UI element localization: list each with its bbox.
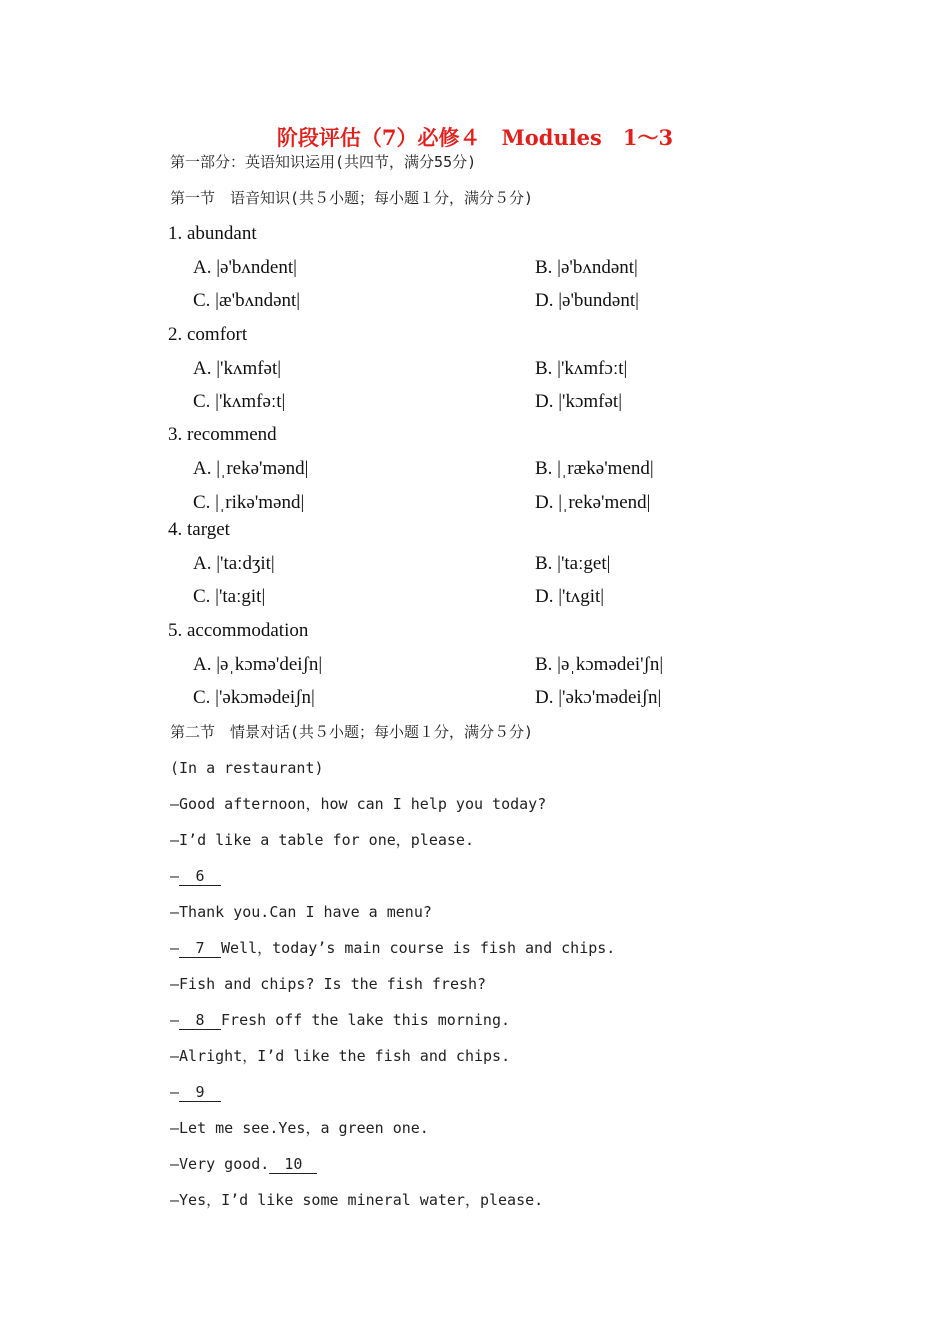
dialog-text: Well，today’s main course is fish and chips. [221, 939, 616, 957]
question-5-option-b: B. |əˌkɔmədei'ʃn| [535, 654, 664, 675]
dialog-line: —Good afternoon，how can I help you today? [170, 795, 547, 813]
section1-heading: 第一节 语音知识(共５小题；每小题１分，满分５分) [170, 189, 534, 207]
question-5-option-a: A. |əˌkɔmə'deiʃn| [193, 654, 323, 675]
blank-6: 6 [179, 867, 221, 886]
question-3-option-a: A. |ˌrekə'mənd| [193, 458, 309, 479]
question-2-word: 2. comfort [168, 324, 248, 345]
dash: — [170, 1011, 180, 1029]
dialog-line: —I’d like a table for one，please. [170, 831, 474, 849]
question-4-option-d: D. |'tʌgit| [535, 586, 605, 607]
dash: — [170, 867, 180, 885]
question-1-word: 1. abundant [168, 223, 257, 244]
question-2-option-a: A. |'kʌmfət| [193, 358, 282, 379]
part1-heading: 第一部分：英语知识运用(共四节，满分55分) [170, 153, 477, 171]
question-3-option-d: D. |ˌrekə'mend| [535, 492, 651, 513]
question-3-word: 3. recommend [168, 424, 277, 445]
blank-10: 10 [269, 1155, 317, 1174]
section2-heading: 第二节 情景对话(共５小题；每小题１分，满分５分) [170, 723, 534, 741]
dialog-line [170, 1010, 510, 1030]
question-1-option-d: D. |ə'bundənt| [535, 290, 639, 311]
blank-9: 9 [179, 1083, 221, 1102]
question-3-option-c: C. |ˌrikə'mənd| [193, 492, 305, 513]
question-5-option-d: D. |'əkɔ'mədeiʃn| [535, 687, 662, 708]
question-5-word: 5. accommodation [168, 620, 309, 641]
dialog-line: —Let me see.Yes，a green one. [170, 1119, 429, 1137]
dialog-line: —Alright，I’d like the fish and chips. [170, 1047, 511, 1065]
dash: — [170, 939, 180, 957]
question-1-option-c: C. |æ'bʌndənt| [193, 290, 301, 311]
question-2-option-c: C. |'kʌmfəːt| [193, 391, 286, 412]
dialog-line: —Thank you.Can I have a menu? [170, 903, 432, 921]
dialog-text: —Very good. [170, 1155, 270, 1173]
blank-8: 8 [179, 1011, 221, 1030]
dialog-line [170, 866, 221, 886]
question-1-option-b: B. |ə'bʌndənt| [535, 257, 638, 278]
question-4-word: 4. target [168, 519, 230, 540]
question-2-option-d: D. |'kɔmfət| [535, 391, 623, 412]
dialog-text: Fresh off the lake this morning. [221, 1011, 511, 1029]
question-4-option-b: B. |'taːget| [535, 553, 611, 574]
question-4-option-a: A. |'taːdʒit| [193, 553, 275, 574]
page-title: 阶段评估（7）必修４ Modules 1～3 [276, 125, 674, 150]
dialog-line: —Yes，I’d like some mineral water，please. [170, 1191, 544, 1209]
dialog-setting: (In a restaurant) [170, 759, 324, 777]
dash: — [170, 1083, 180, 1101]
question-2-option-b: B. |'kʌmfɔːt| [535, 358, 628, 379]
question-5-option-c: C. |'əkɔmədeiʃn| [193, 687, 315, 708]
question-4-option-c: C. |'taːgit| [193, 586, 266, 607]
blank-7: 7 [179, 939, 221, 958]
dialog-line: —Fish and chips? Is the fish fresh? [170, 975, 487, 993]
question-1-option-a: A. |ə'bʌndent| [193, 257, 297, 278]
dialog-line [170, 938, 615, 958]
dialog-line [170, 1082, 221, 1102]
dialog-line [170, 1154, 317, 1174]
question-3-option-b: B. |ˌrækə'mend| [535, 458, 654, 479]
